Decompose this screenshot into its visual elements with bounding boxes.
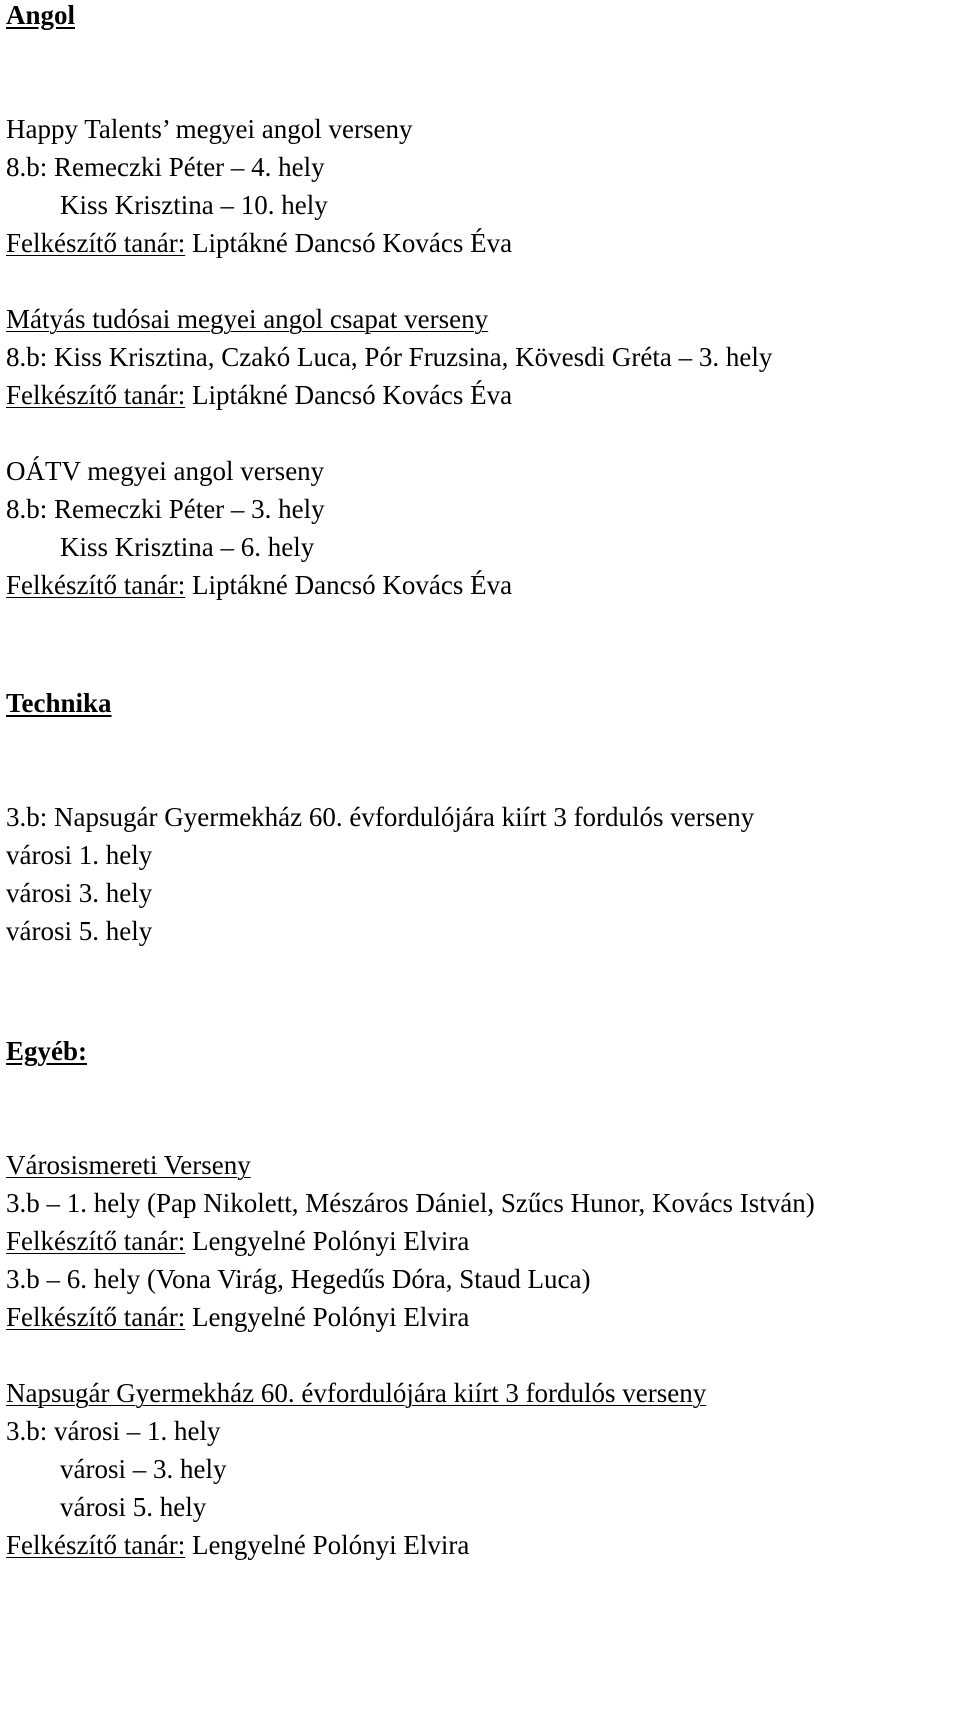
teacher-label: Felkészítő tanár: xyxy=(6,380,186,410)
technika-result-3: városi 3. hely xyxy=(6,878,153,908)
teacher-label: Felkészítő tanár: xyxy=(6,1302,186,1332)
varosismereti-teacher-2 xyxy=(6,1296,469,1338)
napsugar-result-3: városi 5. hely xyxy=(60,1492,207,1522)
oatv-title: OÁTV megyei angol verseny xyxy=(6,456,325,486)
heading-egyeb: Egyéb: xyxy=(6,1036,87,1066)
technika-result-1: 3.b: Napsugár Gyermekház 60. évfordulójára kiírt 3 fordulós verseny xyxy=(6,802,755,832)
napsugar-result-1: 3.b: városi – 1. hely xyxy=(6,1416,221,1446)
happy-talents-teacher xyxy=(6,222,512,264)
matyas-teacher xyxy=(6,374,512,416)
teacher-name: Liptákné Dancsó Kovács Éva xyxy=(185,380,513,410)
teacher-name: Liptákné Dancsó Kovács Éva xyxy=(185,228,513,258)
napsugar-result-2: városi – 3. hely xyxy=(60,1454,227,1484)
happy-talents-title: Happy Talents’ megyei angol verseny xyxy=(6,114,413,144)
teacher-label: Felkészítő tanár: xyxy=(6,1530,186,1560)
varosismereti-result-2: 3.b – 6. hely (Vona Virág, Hegedűs Dóra, Staud Luca) xyxy=(6,1264,591,1294)
teacher-name: Lengyelné Polónyi Elvira xyxy=(185,1302,470,1332)
matyas-title: Mátyás tudósai megyei angol csapat verseny xyxy=(6,304,489,334)
heading-angol: Angol xyxy=(6,0,76,30)
happy-talents-result-2: Kiss Krisztina – 10. hely xyxy=(60,190,328,220)
teacher-label: Felkészítő tanár: xyxy=(6,1226,186,1256)
varosismereti-teacher-1 xyxy=(6,1220,469,1262)
napsugar-title: Napsugár Gyermekház 60. évfordulójára kiírt 3 fordulós verseny xyxy=(6,1378,707,1408)
matyas-result-1: 8.b: Kiss Krisztina, Czakó Luca, Pór Fruzsina, Kövesdi Gréta – 3. hely xyxy=(6,342,773,372)
teacher-label: Felkészítő tanár: xyxy=(6,570,186,600)
technika-result-4: városi 5. hely xyxy=(6,916,153,946)
heading-technika: Technika xyxy=(6,688,112,718)
varosismereti-title: Városismereti Verseny xyxy=(6,1150,251,1180)
oatv-teacher xyxy=(6,564,512,606)
teacher-name: Liptákné Dancsó Kovács Éva xyxy=(185,570,513,600)
oatv-result-1: 8.b: Remeczki Péter – 3. hely xyxy=(6,494,325,524)
teacher-label: Felkészítő tanár: xyxy=(6,228,186,258)
teacher-name: Lengyelné Polónyi Elvira xyxy=(185,1226,470,1256)
technika-result-2: városi 1. hely xyxy=(6,840,153,870)
oatv-result-2: Kiss Krisztina – 6. hely xyxy=(60,532,315,562)
happy-talents-result-1: 8.b: Remeczki Péter – 4. hely xyxy=(6,152,325,182)
teacher-name: Lengyelné Polónyi Elvira xyxy=(185,1530,470,1560)
varosismereti-result-1: 3.b – 1. hely (Pap Nikolett, Mészáros Dániel, Szűcs Hunor, Kovács István) xyxy=(6,1188,815,1218)
napsugar-teacher xyxy=(6,1524,469,1566)
